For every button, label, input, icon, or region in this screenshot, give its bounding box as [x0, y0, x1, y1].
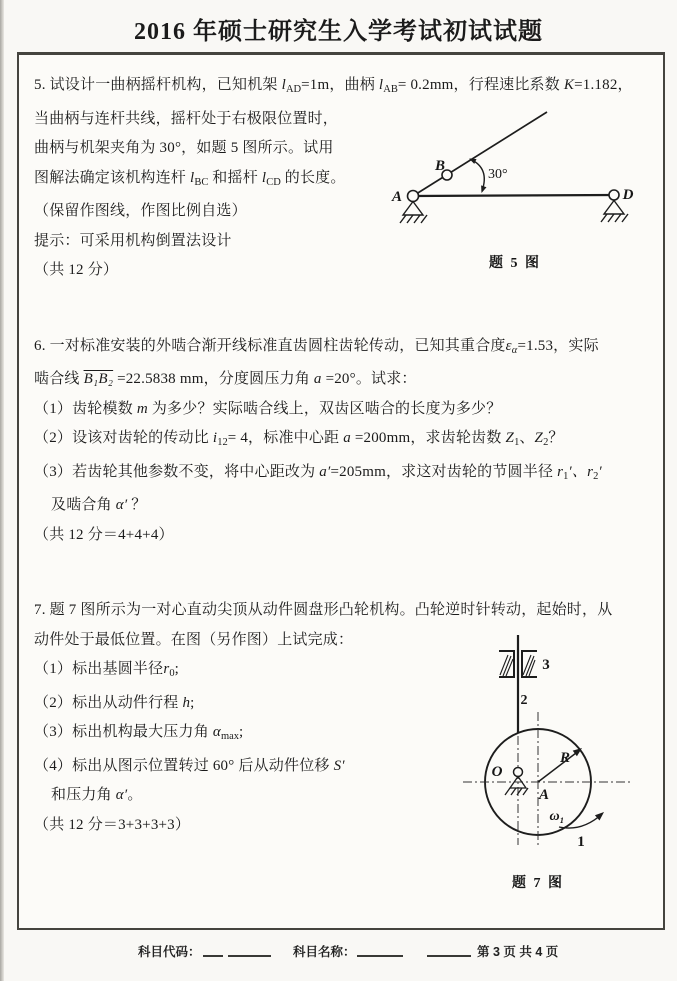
text-segment: a [313, 371, 322, 387]
text-segment: a′ [319, 463, 331, 480]
text-segment: l [261, 169, 267, 186]
text-segment: （共 12 分） [34, 262, 119, 278]
rotation-arrow-arc [559, 814, 602, 828]
text-segment: 曲柄与机架夹角为 30°，如题 5 图所示。试用 [34, 140, 334, 156]
text-segment: ε [505, 337, 512, 354]
angle-arrowhead-bottom [481, 185, 486, 193]
text-segment: （3）标出机构最大压力角 [34, 724, 213, 740]
text-segment: 提示：可采用机构倒置法设计 [34, 232, 232, 249]
subject-code-label: 科目代码： [138, 945, 201, 959]
text-segment: 2 [543, 437, 549, 448]
label-b: B [434, 158, 446, 174]
label-omega1: ω₁ [549, 809, 565, 824]
radius-arrow-line [538, 753, 576, 782]
subject-name-label: 科目名称： [293, 945, 356, 959]
crank-coupler-line [413, 112, 547, 196]
text-segment: BC [194, 176, 209, 188]
text-segment: 图解法确定该机构连杆 [34, 169, 190, 186]
text-segment: 0 [169, 668, 175, 679]
text-segment: Z [505, 430, 515, 446]
text-segment: 12 [217, 437, 228, 448]
text-segment: =20°。试求： [321, 371, 417, 387]
text-segment: （共 12 分＝3+3+3+3） [34, 816, 191, 833]
text-segment: l [378, 77, 384, 93]
text-segment: AB [383, 84, 398, 95]
guide-hatch-right [523, 655, 535, 676]
text-segment: 1 [514, 437, 520, 448]
q6-line-2 [34, 365, 663, 395]
figure-5-caption: 题 5 图 [489, 256, 541, 271]
q6-line-7 [34, 521, 663, 551]
text-segment: （1）标出基圆半径 [34, 661, 164, 677]
text-segment: =1.182， [574, 77, 633, 93]
text-segment: = 4，标准中心距 [227, 430, 344, 446]
subject-code-blank-2 [228, 942, 271, 957]
q6-line-4 [34, 424, 663, 458]
text-segment: =200mm，求齿轮齿数 [350, 430, 506, 446]
scan-edge-shadow [0, 0, 4, 981]
text-segment: a [343, 430, 351, 446]
text-segment: α [511, 344, 518, 356]
text-segment: α [212, 724, 221, 740]
text-segment: S′ [333, 757, 345, 774]
text-segment: ′、 [568, 463, 588, 480]
ground-support-o [505, 777, 528, 796]
text-segment: 当曲柄与连杆共线，摇杆处于右极限位置时， [34, 110, 339, 127]
text-segment: =22.5838 mm，分度圆压力角 [113, 371, 314, 387]
label-d: D [622, 187, 634, 203]
label-follower-2: 2 [520, 693, 528, 708]
text-segment: 为多少？实际啮合线上，双齿区啮合的长度为多少？ [147, 400, 502, 417]
text-segment: ; [239, 724, 244, 740]
label-angle-30: 30° [488, 167, 508, 182]
text-segment: l [189, 169, 195, 186]
text-segment: （2）标出从动件行程 [34, 694, 183, 711]
text-segment: （4）标出从图示位置转过 60° 后从动件位移 [34, 757, 334, 774]
text-segment: ; [174, 661, 179, 677]
text-segment: = 0.2mm，行程速比系数 [397, 77, 564, 93]
q6-line-3 [34, 395, 663, 425]
angle-arrowhead-top [469, 159, 477, 164]
text-segment: 2 [593, 470, 599, 482]
text-segment: 6. 一对标准安装的外啮合渐开线标准直齿圆柱齿轮传动，已知其重合度 [34, 337, 506, 354]
subject-code-blank-1 [203, 942, 223, 957]
page-number-label: 第 3 页 共 4 页 [477, 945, 559, 959]
label-a: A [391, 189, 403, 205]
text-segment: B₁B₂ [83, 371, 114, 387]
text-segment: Z [534, 430, 544, 446]
text-segment: =205mm，求这对齿轮的节圆半径 [330, 463, 558, 480]
text-segment: 啮合线 [34, 371, 84, 387]
text-segment: α′ [115, 497, 128, 513]
q6-line-6 [34, 491, 663, 521]
text-segment: ？ [127, 497, 147, 513]
text-segment: （1）齿轮模数 [34, 400, 137, 417]
text-segment: 和摇杆 [208, 169, 262, 186]
page-footer [0, 936, 677, 966]
text-segment: r [557, 463, 564, 480]
text-segment: ？ [548, 430, 564, 446]
text-segment: K [563, 77, 575, 93]
text-segment: r [163, 661, 170, 677]
text-segment: （共 12 分＝4+4+4） [34, 526, 174, 543]
frame-link-ad [413, 195, 614, 196]
text-segment: ; [190, 694, 195, 711]
label-a-center: A [538, 787, 550, 803]
text-segment: 1 [563, 470, 569, 482]
q6-line-5 [34, 458, 663, 492]
text-segment: （3）若齿轮其他参数不变，将中心距改为 [34, 463, 320, 480]
text-segment: 5. 试设计一曲柄摇杆机构，已知机架 [34, 77, 282, 93]
figure-7-caption: 题 7 图 [512, 876, 564, 891]
text-segment: ′ [598, 463, 602, 480]
text-segment: 、 [519, 430, 535, 446]
text-segment: （2）设该对齿轮的传动比 [34, 430, 213, 446]
text-segment: 。 [127, 787, 143, 803]
joint-a [408, 191, 419, 202]
text-segment: max [220, 731, 240, 742]
label-cam-1: 1 [577, 834, 585, 850]
text-segment: 和压力角 [51, 787, 116, 803]
text-segment: i [212, 430, 218, 446]
text-segment: 及啮合角 [51, 497, 116, 513]
q7-line-1 [34, 596, 663, 626]
text-segment: CD [266, 176, 281, 188]
text-segment: m [136, 400, 148, 417]
text-segment: α′ [115, 787, 128, 803]
label-guide-3: 3 [542, 657, 550, 673]
ground-support-a [400, 202, 427, 224]
text-segment: 7. 题 7 图所示为一对心直动尖顶从动件圆盘形凸轮机构。凸轮逆时针转动，起始时，从 [34, 602, 613, 618]
figure-5-linkage-diagram [390, 95, 660, 280]
text-segment: （保留作图线，作图比例自选） [34, 203, 247, 219]
text-segment: 的长度。 [280, 169, 346, 186]
text-segment: =1m，曲柄 [301, 77, 379, 93]
pivot-o [514, 768, 523, 777]
q6-line-1 [34, 332, 663, 366]
joint-d [609, 190, 619, 200]
ground-support-d [601, 201, 628, 223]
text-segment: 动件处于最低位置。在图（另作图）上试完成： [34, 631, 354, 648]
text-segment: r [587, 463, 594, 480]
text-segment: AD [285, 84, 302, 95]
subject-name-blank-1 [357, 942, 403, 957]
text-segment: =1.53，实际 [517, 337, 599, 354]
page-title: 2016 年硕士研究生入学考试初试试题 [134, 19, 543, 45]
guide-hatch-left [500, 655, 513, 676]
figure-7-cam-diagram [455, 630, 655, 895]
label-r: R [559, 750, 571, 766]
text-segment: h [182, 694, 191, 711]
label-o: O [491, 764, 503, 780]
text-segment: l [281, 77, 286, 93]
subject-name-blank-2 [427, 942, 471, 957]
